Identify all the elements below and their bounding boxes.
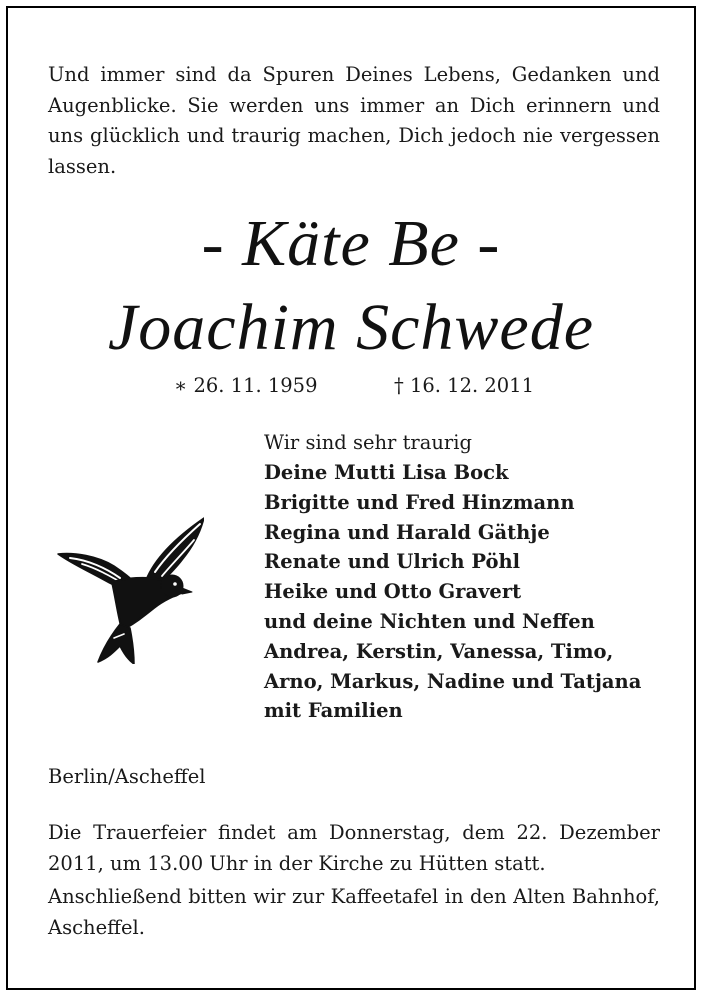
mourner-line: Andrea, Kerstin, Vanessa, Timo, <box>264 639 614 663</box>
mourner-line: und deine Nichten und Neffen <box>264 609 595 633</box>
place-line: Berlin/Ascheffel <box>48 765 206 788</box>
mourner-line: Heike und Otto Gravert <box>264 580 522 604</box>
death-date: † 16. 12. 2011 <box>394 374 534 397</box>
reception-info: Anschließend bitten wir zur Kaffeetafel in den Alten Bahnhof, Ascheffel. <box>48 885 660 939</box>
mourner-line: Arno, Markus, Nadine und Tatjana <box>264 669 642 693</box>
dove-icon <box>54 512 204 664</box>
mourners-lead: Wir sind sehr traurig <box>264 431 472 454</box>
mourners-block <box>264 428 684 726</box>
mourner-line: Deine Mutti Lisa Bock <box>264 461 509 484</box>
intro-verse: Und immer sind da Spuren Deines Lebens, Gedanken und Augenblicke. Sie werden uns immer an Dich erinnern und uns glücklich und traurig machen, Dich jedoch nie vergessen lassen. <box>48 63 660 178</box>
deceased-name: Joachim Schwede <box>108 291 594 364</box>
mourner-line: Renate und Ulrich Pöhl <box>264 550 521 574</box>
birth-date: ∗ 26. 11. 1959 <box>174 374 318 397</box>
funeral-info: Die Trauerfeier findet am Donnerstag, dem 22. Dezember 2011, um 13.00 Uhr in der Kirche zu Hütten statt. <box>48 821 660 875</box>
deceased-nickname: - Käte Be - <box>201 207 501 280</box>
mourner-line: Brigitte und Fred Hinzmann <box>264 490 575 514</box>
mourner-line: Regina und Harald Gäthje <box>264 520 550 544</box>
obituary-notice <box>6 6 696 990</box>
mourner-line: mit Familien <box>264 699 403 723</box>
